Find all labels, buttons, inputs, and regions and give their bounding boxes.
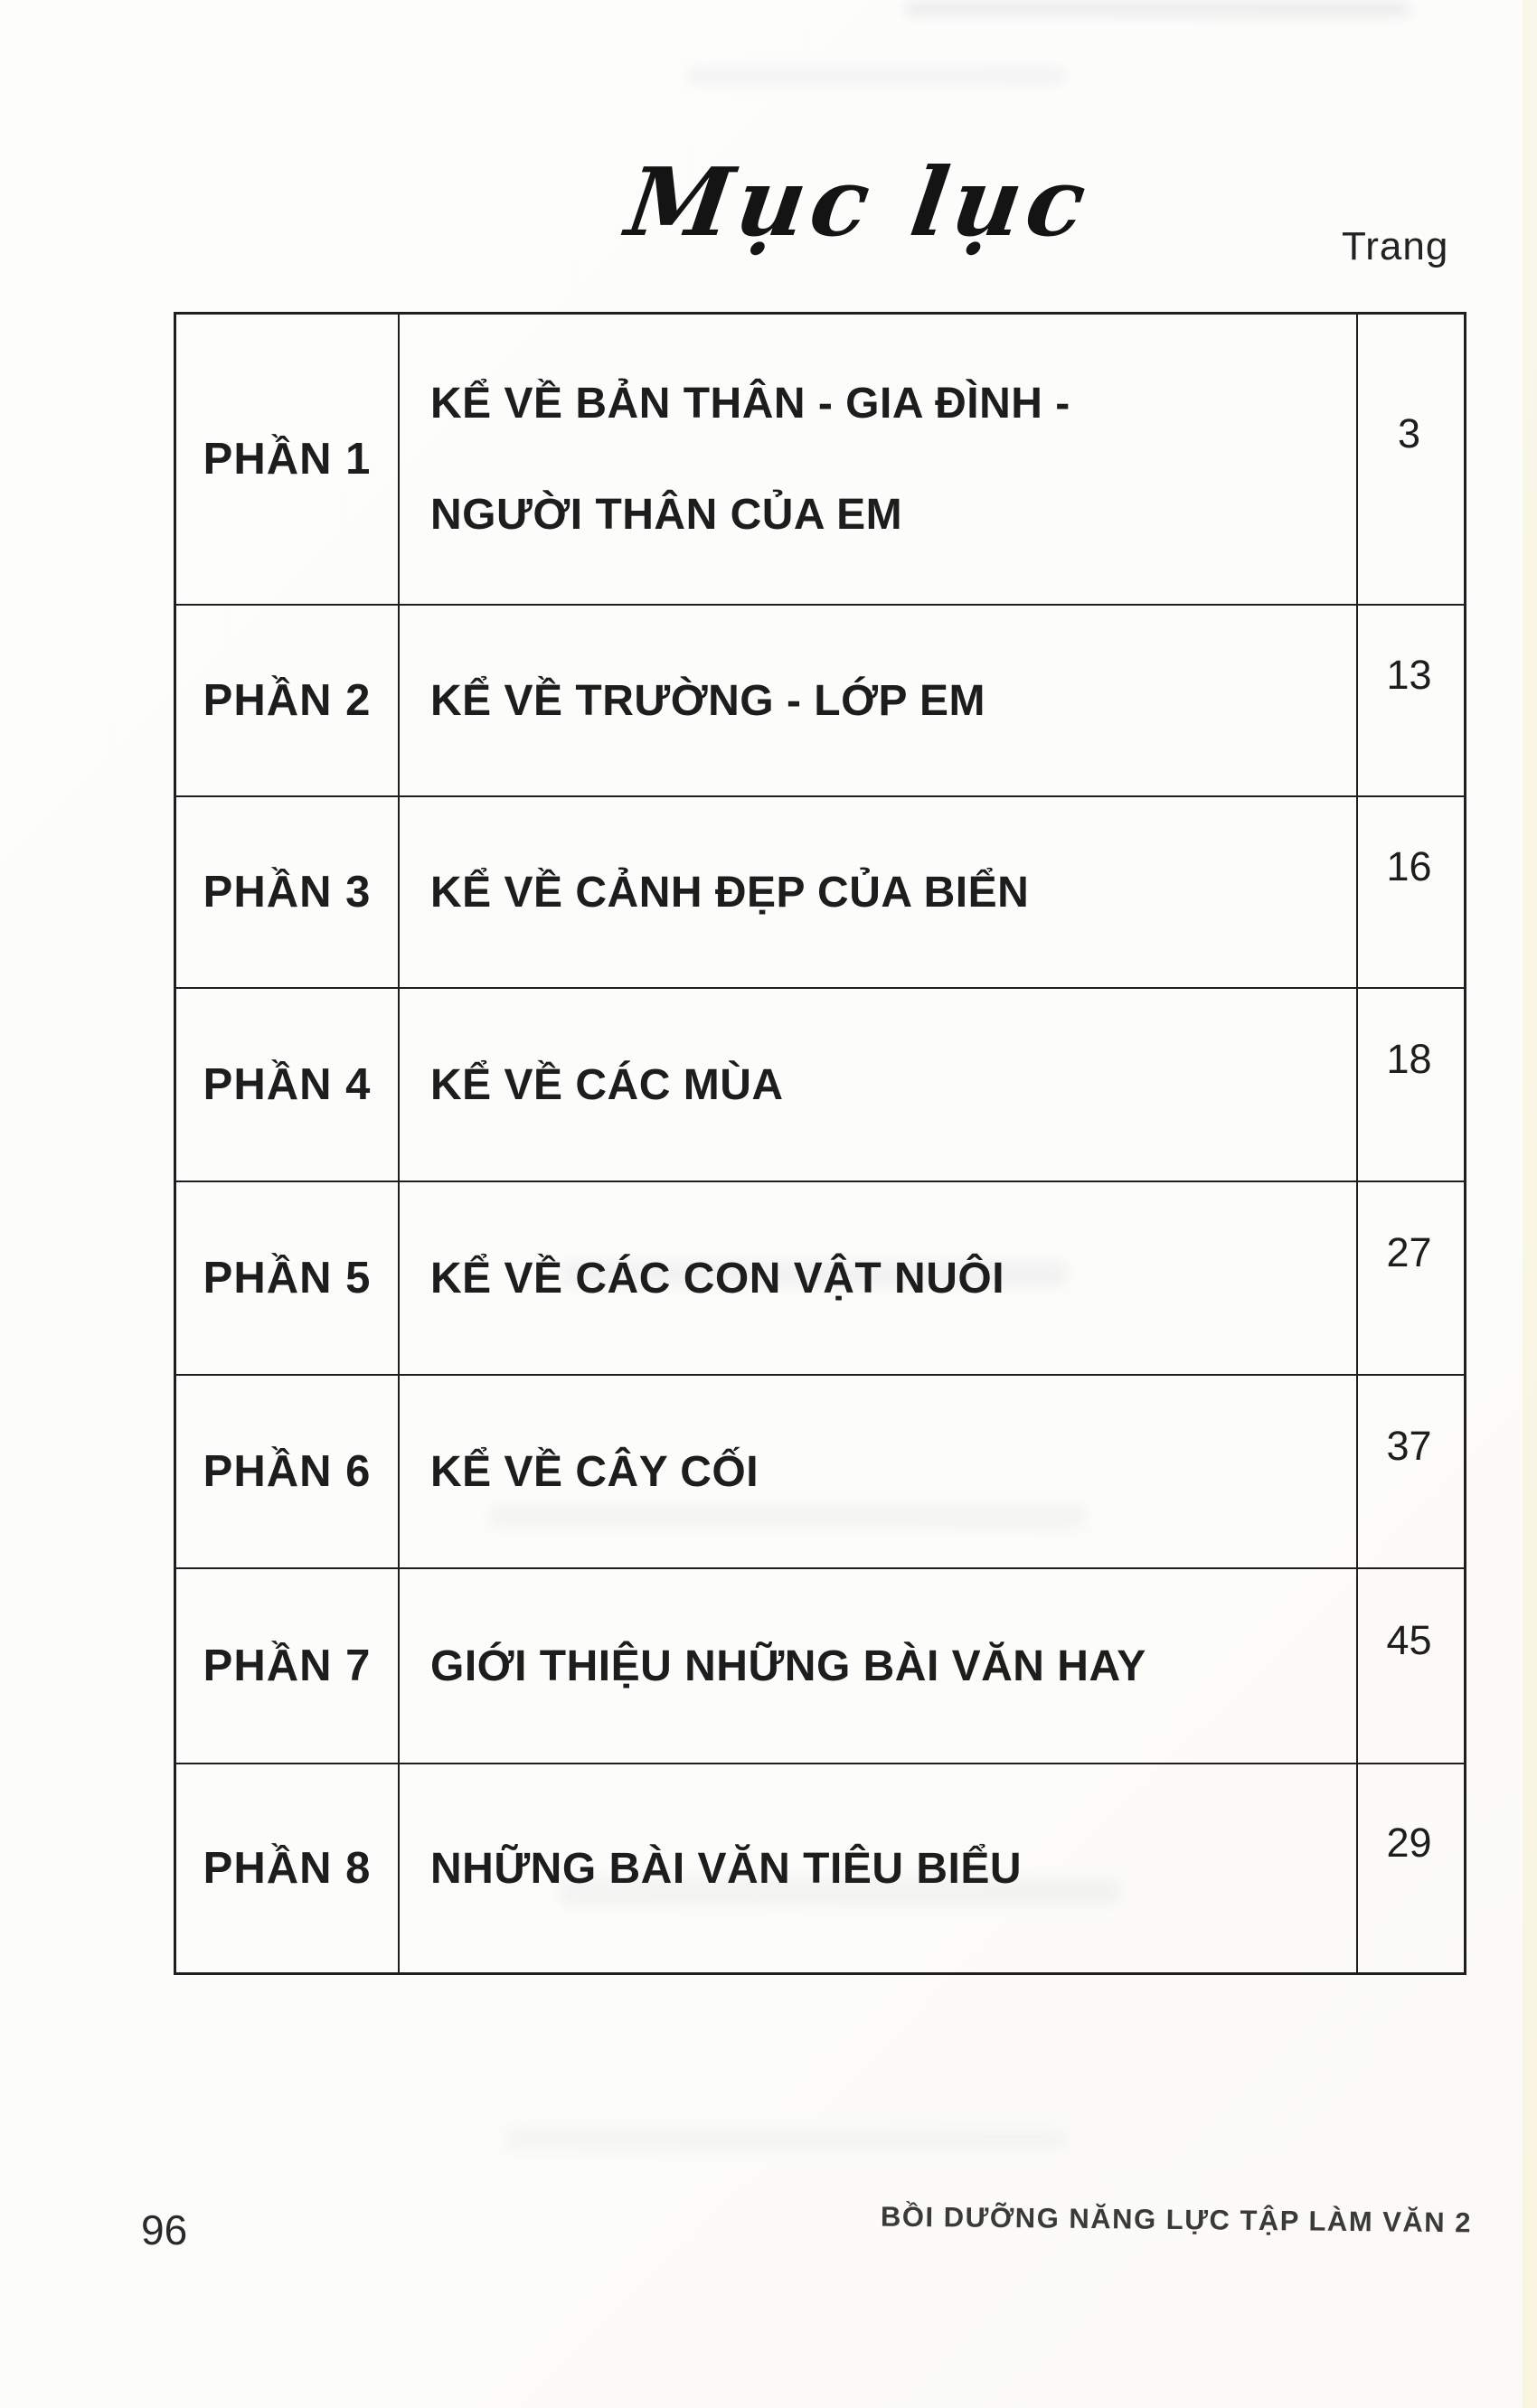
chapter-title-line-2: NGƯỜI THÂN CỦA EM bbox=[430, 491, 903, 539]
page-number: 16 bbox=[1386, 843, 1432, 889]
chapter-title: GIỚI THIỆU NHỮNG BÀI VĂN HAY bbox=[400, 1569, 1358, 1763]
bleedthrough-artifact bbox=[904, 2, 1410, 16]
chapter-title: KỂ VỀ CẢNH ĐẸP CỦA BIỂN bbox=[400, 797, 1358, 987]
bleedthrough-artifact bbox=[687, 68, 1067, 84]
page-number-cell bbox=[1358, 606, 1460, 795]
toc-row-7 bbox=[176, 1567, 1464, 1763]
part-label: PHẦN 4 bbox=[176, 989, 400, 1180]
toc-row-5 bbox=[176, 1180, 1464, 1374]
part-label: PHẦN 7 bbox=[176, 1569, 400, 1763]
page-number-cell bbox=[1358, 797, 1460, 987]
part-label: PHẦN 1 bbox=[176, 315, 400, 604]
toc-table bbox=[174, 312, 1466, 1975]
toc-row-6 bbox=[176, 1374, 1464, 1567]
part-label: PHẦN 8 bbox=[176, 1764, 400, 1972]
part-label: PHẦN 2 bbox=[176, 606, 400, 795]
page-number: 3 bbox=[1397, 410, 1421, 456]
page-number-cell bbox=[1358, 315, 1460, 604]
scan-edge-tint bbox=[1523, 0, 1537, 2408]
page-number: 18 bbox=[1386, 1036, 1432, 1082]
page-number: 45 bbox=[1386, 1617, 1432, 1663]
chapter-title: KỂ VỀ CÁC MÙA bbox=[400, 989, 1358, 1180]
chapter-title bbox=[400, 315, 1358, 604]
page-title: Mục lục bbox=[619, 146, 1099, 258]
chapter-title: KỂ VỀ CÂY CỐI bbox=[400, 1376, 1358, 1567]
page-number: 29 bbox=[1386, 1820, 1432, 1866]
page-number-cell bbox=[1358, 1376, 1460, 1567]
page-number: 27 bbox=[1386, 1229, 1432, 1275]
part-label: PHẦN 6 bbox=[176, 1376, 400, 1567]
toc-row-1 bbox=[176, 315, 1464, 604]
bleedthrough-artifact bbox=[506, 2129, 1067, 2150]
page-number: 37 bbox=[1386, 1423, 1432, 1469]
footer-book-title: BỒI DƯỠNG NĂNG LỰC TẬP LÀM VĂN 2 bbox=[880, 2200, 1473, 2239]
chapter-title-line-1: KỂ VỀ BẢN THÂN - GIA ĐÌNH - bbox=[430, 380, 1070, 428]
part-label: PHẦN 5 bbox=[176, 1182, 400, 1374]
chapter-title: KỂ VỀ CÁC CON VẬT NUÔI bbox=[400, 1182, 1358, 1374]
page-number-cell bbox=[1358, 989, 1460, 1180]
toc-row-4 bbox=[176, 987, 1464, 1180]
part-label: PHẦN 3 bbox=[176, 797, 400, 987]
toc-row-8 bbox=[176, 1763, 1464, 1972]
chapter-title: KỂ VỀ TRƯỜNG - LỚP EM bbox=[400, 606, 1358, 795]
toc-row-3 bbox=[176, 795, 1464, 987]
footer-page-number: 96 bbox=[141, 2206, 188, 2253]
page-number-cell bbox=[1358, 1764, 1460, 1972]
page-column-header: Trang bbox=[1342, 224, 1449, 268]
chapter-title: NHỮNG BÀI VĂN TIÊU BIỂU bbox=[400, 1764, 1358, 1972]
page-number-cell bbox=[1358, 1182, 1460, 1374]
page-number-cell bbox=[1358, 1569, 1460, 1763]
toc-row-2 bbox=[176, 604, 1464, 795]
page-number: 13 bbox=[1386, 652, 1432, 698]
